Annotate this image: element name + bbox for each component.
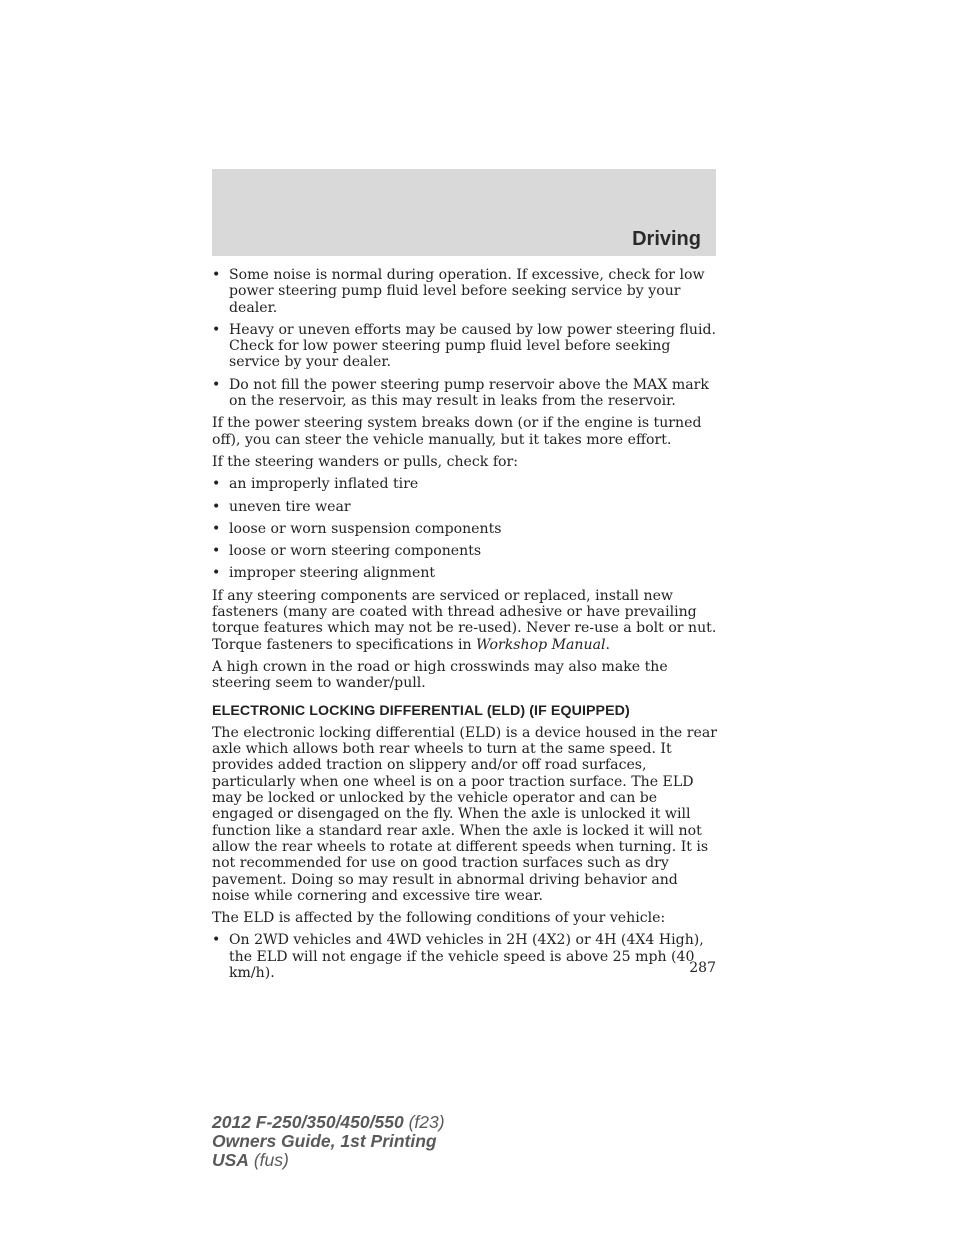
list-item-text: improper steering alignment [229,565,436,582]
footer-market-code: (fus) [248,1150,289,1170]
list-item [212,543,717,559]
paragraph-fasteners [212,588,717,653]
bullet-icon: • [212,498,221,515]
footer-line-3 [212,1151,445,1170]
list-item [212,521,717,537]
bullet-icon: • [212,321,221,338]
list-item [212,377,717,410]
paragraph-wanders: If the steering wanders or pulls, check for: [212,453,519,470]
paragraph-eld: The electronic locking differential (ELD) is a device housed in the rear axle which allows both rear wheels to turn at the same speed. It provides added traction on slippery and/or off road surfaces, particularly when one wheel is on a poor traction surface. The ELD may be locked or unlocked by the vehicle operator and can be engaged or disengaged on the fly. When the axle is unlocked it will function like a standard rear axle. When the axle is locked it will not allow the rear wheels to rotate at different speeds when turning. It is not recommended for use on good traction surfaces such as dry pavement. Doing so may result in abnormal driving behavior and noise while cornering and excessive tire wear. [212,724,717,904]
bullet-icon: • [212,476,221,493]
paragraph-fasteners-end: . [605,636,610,653]
bullet-icon: • [212,565,221,582]
list-item [212,932,717,981]
bullet-icon: • [212,520,221,537]
section-header-band [212,169,716,256]
page-number: 287 [689,960,716,976]
list-item-text: Some noise is normal during operation. If excessive, check for low power steering pump fluid level before seeking service by your dealer. [229,267,705,316]
footer-model-code: (f23) [403,1112,445,1132]
footer-market: USA [212,1150,249,1170]
list-item-text: Heavy or uneven efforts may be caused by low power steering fluid. Check for low power steering pump fluid level before seeking service by your dealer. [229,321,716,371]
workshop-manual-reference: Workshop Manual [476,636,606,653]
list-item-text: an improperly inflated tire [229,476,419,493]
list-item-text: uneven tire wear [229,498,351,515]
paragraph-fasteners-text: If any steering components are serviced or replaced, install new fasteners (many are coated with thread adhesive or have prevailing torque features which may not be re-used). Never re-use a bolt or nut. Torque fasteners to specifications in [212,587,717,653]
list-item [212,565,717,581]
list-item [212,476,717,492]
paragraph-affected: The ELD is affected by the following conditions of your vehicle: [212,910,666,927]
footer-line-1 [212,1113,445,1132]
eld-heading: ELECTRONIC LOCKING DIFFERENTIAL (ELD) (IF EQUIPPED) [212,702,630,719]
list-item-text: Do not fill the power steering pump reservoir above the MAX mark on the reservoir, as this may result in leaks from the reservoir. [229,376,709,410]
list-item [212,267,717,316]
section-title: Driving [632,228,701,250]
footer-model: 2012 F-250/350/450/550 [212,1112,404,1132]
footer-edition-info [212,1113,445,1170]
bullet-icon: • [212,543,221,560]
bullet-icon: • [212,376,221,393]
list-item [212,499,717,515]
page-content [212,267,717,987]
list-item-text: loose or worn steering components [229,543,482,560]
bullet-icon: • [212,932,221,949]
list-item [212,322,717,371]
list-item-text: loose or worn suspension components [229,520,502,537]
list-item-text: On 2WD vehicles and 4WD vehicles in 2H (4X2) or 4H (4X4 High), the ELD will not engage if the vehicle speed is above 25 mph (40 km/h). [229,932,704,981]
bullet-icon: • [212,267,221,283]
paragraph-breakdown: If the power steering system breaks down (or if the engine is turned off), you can steer the vehicle manually, but it takes more effort. [212,415,702,448]
paragraph-crown: A high crown in the road or high crosswinds may also make the steering seem to wander/pull. [212,658,668,692]
footer-line-2: Owners Guide, 1st Printing [212,1131,437,1151]
